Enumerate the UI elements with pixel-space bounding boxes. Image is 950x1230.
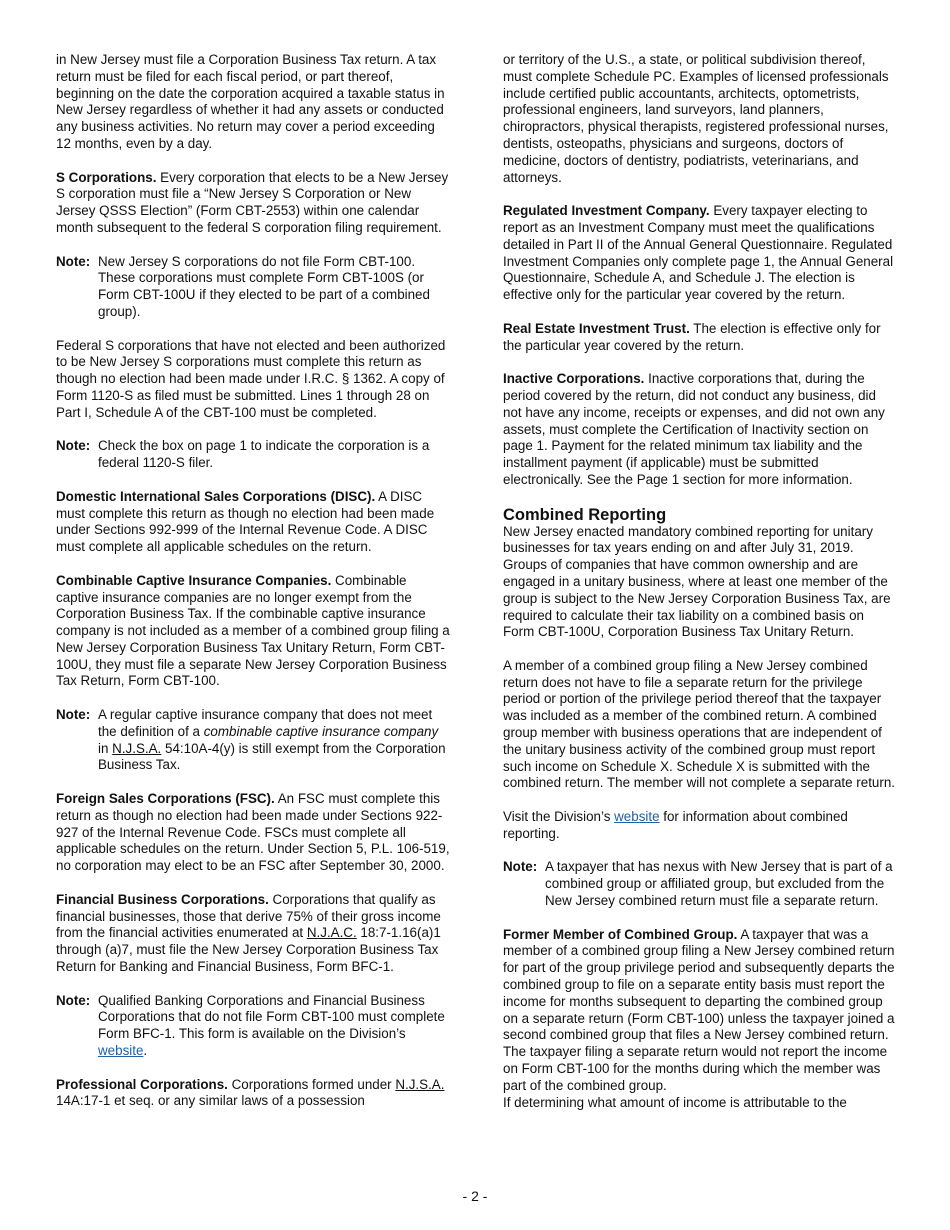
visit-website-paragraph: Visit the Division’s website for information about combined reporting. xyxy=(503,809,848,841)
combined-reporting-heading: Combined Reporting xyxy=(503,505,667,524)
captive-insurance-heading: Combinable Captive Insurance Companies. xyxy=(56,572,332,588)
professional-corporations-heading: Professional Corporations. xyxy=(56,1076,228,1092)
former-member-paragraph: Former Member of Combined Group. A taxpayer that was a member of a combined group filing a New Jersey combined return for part of the group privilege period and subsequently departs the combined group to file on a separate entity basis must report the income for months subsequent to departing the combined group on a separate return (Form CBT-100) unless the taxpayer joined a second combined group that files a New Jersey combined return. The taxpayer filing a separate return would not report the income on Form CBT-100 for the months during which the member was part of the combined group. xyxy=(503,926,895,1093)
note-label: Note: xyxy=(503,859,538,875)
inactive-corporations-heading: Inactive Corporations. xyxy=(503,371,645,387)
note-banking-corporations: Note: Qualified Banking Corporations and Financial Business Corporations that do not file Form CBT-100 must complete Form BFC-1. This form is available on the Division’s website. xyxy=(56,992,445,1059)
page-number: - 2 - xyxy=(462,1188,488,1204)
note-label: Note: xyxy=(56,253,91,269)
division-website-link[interactable]: website xyxy=(98,1043,144,1059)
reit-paragraph: Real Estate Investment Trust. The election is effective only for the particular year covered by the return. xyxy=(503,320,881,353)
combined-reporting-paragraph-2: A member of a combined group filing a New Jersey combined return does not have to file a separate return for the privilege period or portion of the privilege period thereof that the taxpayer was included as a member of the combined return. A combined group member with business operations that are independent of the unitary business activity of the combined group must report such income on Schedule X. Schedule X is submitted with the combined return. The member will not complete a separate return. xyxy=(503,657,895,791)
note-s-corporations: Note: New Jersey S corporations do not file Form CBT-100. These corporations must complete Form CBT-100S (or Form CBT-100U if they elected to be part of a combined group). xyxy=(56,253,430,319)
financial-business-heading: Financial Business Corporations. xyxy=(56,891,269,907)
reit-heading: Real Estate Investment Trust. xyxy=(503,320,690,336)
left-column xyxy=(56,52,451,1127)
note-label: Note: xyxy=(56,438,91,454)
right-column xyxy=(503,52,898,1128)
s-corporations-paragraph: S Corporations. Every corporation that elects to be a New Jersey S corporation must file a “New Jersey S Corporation or New Jersey QSSS Election” (Form CBT-2553) within one calendar month subsequent to the federal S corporation filing requirement. xyxy=(56,169,449,235)
captive-insurance-paragraph: Combinable Captive Insurance Companies. Combinable captive insurance companies are no longer exempt from the Corporation Business Tax. If the combinable captive insurance company is not included as a member of a combined group filing a New Jersey Corporation Business Tax Unitary Return, Form CBT-100U, they must file a separate New Jersey Corporation Business Tax Return, Form CBT-100. xyxy=(56,572,450,689)
note-nexus: Note: A taxpayer that has nexus with New Jersey that is part of a combined group or affiliated group, but excluded from the New Jersey combined return must file a separate return. xyxy=(503,859,893,909)
note-label: Note: xyxy=(56,992,91,1008)
combined-reporting-paragraph-1: New Jersey enacted mandatory combined reporting for unitary businesses for tax years ending on and after July 31, 2019. Groups of companies that have common ownership and are engaged in a unitary business, where at least one member of the group is subject to the New Jersey Corporation Business Tax, are required to calculate their tax liability on a combined basis on Form CBT-100U, Corporation Business Tax Unitary Return. xyxy=(503,523,891,640)
federal-s-corporations-paragraph: Federal S corporations that have not elected and been authorized to be New Jersey S corporations must complete this return as though no election had been made under I.R.C. § 1362. A copy of Form 1120-S as filed must be submitted. Lines 1 through 28 on Part I, Schedule A of the CBT-100 must be completed. xyxy=(56,337,446,420)
disc-paragraph: Domestic International Sales Corporations (DISC). A DISC must complete this return as though no election had been made under Sections 992-999 of the Internal Revenue Code. A DISC must complete all applicable schedules on the return. xyxy=(56,488,435,555)
income-attribution-line: If determining what amount of income is attributable to the xyxy=(503,1094,847,1110)
combined-reporting-website-link[interactable]: website xyxy=(614,809,660,825)
inactive-corporations-paragraph: Inactive Corporations. Inactive corporations that, during the period covered by the return, did not conduct any business, did not have any income, receipts or expenses, and did not own any assets, must complete the Certification of Inactivity section on page 1. Payment for the related minimum tax liability and the installment payment (if applicable) must be submitted electronically. See the Page 1 section for more information. xyxy=(503,371,885,487)
regulated-investment-paragraph: Regulated Investment Company. Every taxpayer electing to report as an Investment Company must meet the qualifications detailed in Part II of the Annual General Questionnaire. Regulated Investment Companies only complete page 1, the Annual General Questionnaire, Schedule A, and Schedule J. The election is effective only for the particular year covered by the return. xyxy=(503,203,894,303)
note-label: Note: xyxy=(56,707,91,723)
fsc-paragraph: Foreign Sales Corporations (FSC). An FSC must complete this return as though no election had been made under Sections 922-927 of the Internal Revenue Code. FSCs must complete all applicable schedules on the return. Under Section 5, P.L. 106-519, no corporation may elect to be an FSC after September 30, 2000. xyxy=(56,791,450,874)
note-1120s-filer: Note: Check the box on page 1 to indicate the corporation is a federal 1120-S filer. xyxy=(56,438,430,471)
disc-heading: Domestic International Sales Corporations (DISC). xyxy=(56,488,376,504)
fsc-heading: Foreign Sales Corporations (FSC). xyxy=(56,791,275,807)
regulated-investment-heading: Regulated Investment Company. xyxy=(503,203,710,219)
former-member-heading: Former Member of Combined Group. xyxy=(503,926,738,942)
licensed-professionals-paragraph: or territory of the U.S., a state, or political subdivision thereof, must complete Schedule PC. Examples of licensed professionals include certified public accountants, architects, optometrists, professional engineers, land surveyors, land planners, chiropractors, physical therapists, registered professional nurses, dentists, osteopaths, physicians and surgeons, doctors of medicine, doctors of dentistry, podiatrists, veterinarians, and attorneys. xyxy=(503,52,889,185)
s-corporations-heading: S Corporations. xyxy=(56,169,157,185)
filing-requirement-paragraph: in New Jersey must file a Corporation Business Tax return. A tax return must be filed for each fiscal period, or part thereof, beginning on the date the corporation acquired a taxable status in New Jersey regardless of whether it had any assets or conducted any business activities. No return may cover a period exceeding 12 months, even by a day. xyxy=(56,52,445,151)
note-captive-insurance: Note: A regular captive insurance company that does not meet the definition of a combinable captive insurance company in N.J.S.A. 54:10A-4(y) is still exempt from the Corporation Business Tax. xyxy=(56,707,446,773)
financial-business-paragraph: Financial Business Corporations. Corporations that qualify as financial businesses, those that derive 75% of their gross income from the financial activities enumerated at N.J.A.C. 18:7-1.16(a)1 through (a)7, must file the New Jersey Corporation Business Tax Return for Banking and Financial Business, Form BFC-1. xyxy=(56,891,441,975)
professional-corporations-paragraph: Professional Corporations. Corporations formed under N.J.S.A. 14A:17-1 et seq. or any similar laws of a possession xyxy=(56,1076,445,1109)
